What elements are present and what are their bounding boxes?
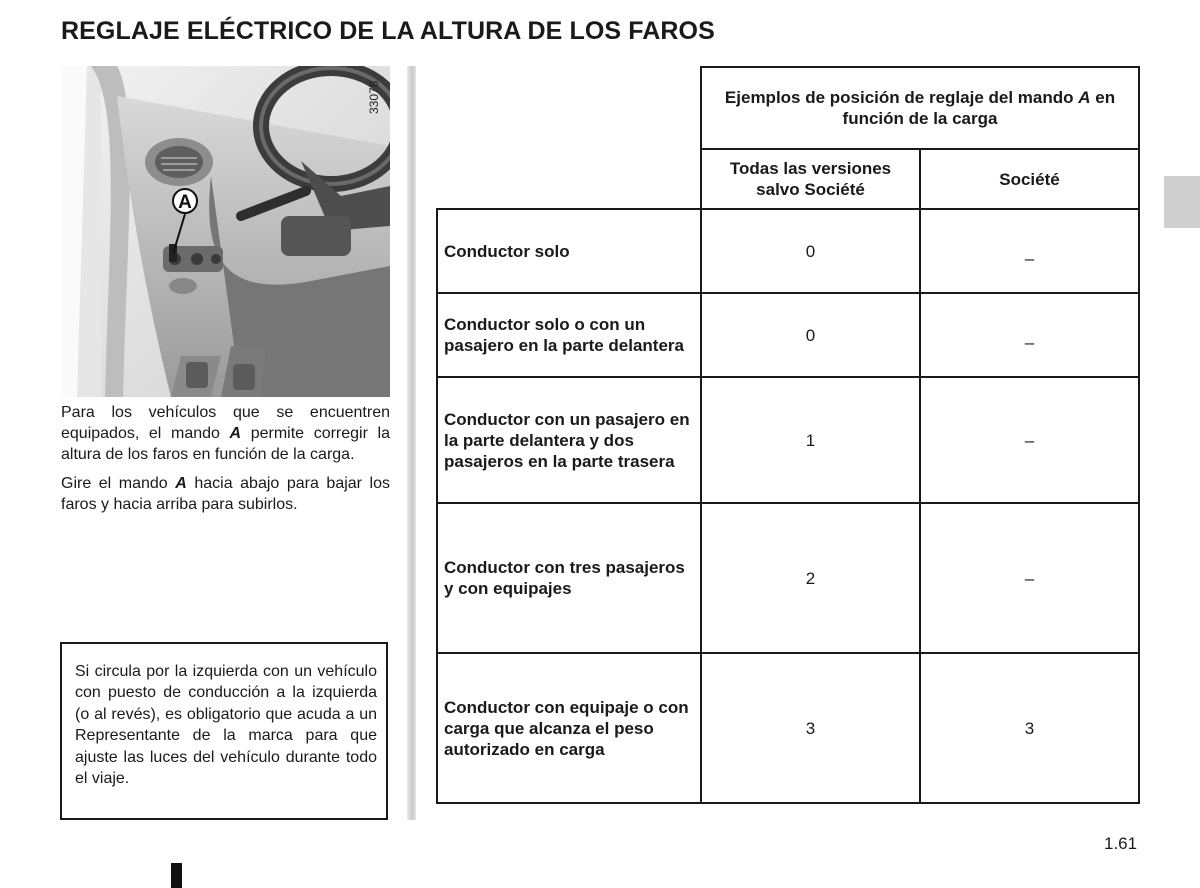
section-tab: [1164, 176, 1200, 228]
row-value-all-versions: 0: [701, 209, 920, 293]
page-title: REGLAJE ELÉCTRICO DE LA ALTURA DE LOS FAROS: [61, 17, 715, 45]
table-row: [437, 209, 1139, 293]
row-label: Conductor con un pasajero en la parte delantera y dos pasajeros en la parte trasera: [437, 377, 701, 503]
row-label: Conductor con tres pasajeros y con equipajes: [437, 503, 701, 653]
row-value-societe: –: [920, 503, 1139, 653]
figure-number: 33078: [367, 80, 381, 114]
row-label: Conductor con equipaje o con carga que alcanza el peso autorizado en carga: [437, 653, 701, 803]
row-value-societe: 3: [920, 653, 1139, 803]
note-text: Si circula por la izquierda con un vehículo con puesto de conducción a la izquierda (o al revés), es obligatorio que acuda a un Representante de la marca para que ajuste las luces del vehículo durante todo el viaje.: [75, 663, 377, 788]
page-edge-mark: [171, 863, 182, 888]
row-value-societe: –: [920, 209, 1139, 293]
intro-text: [61, 402, 390, 523]
row-value-all-versions: 2: [701, 503, 920, 653]
dashboard-photo: [61, 66, 390, 397]
row-value-all-versions: 0: [701, 293, 920, 377]
row-label: Conductor solo: [437, 209, 701, 293]
table-main-header: Ejemplos de posición de reglaje del mando A en función de la carga: [701, 67, 1139, 149]
left-hand-drive-note: [60, 642, 388, 820]
table-row: [437, 377, 1139, 503]
row-value-all-versions: 1: [701, 377, 920, 503]
row-label: Conductor solo o con un pasajero en la parte delantera: [437, 293, 701, 377]
column-header-all-versions: Todas las versiones salvo Société: [701, 149, 920, 209]
row-value-societe: –: [920, 293, 1139, 377]
intro-paragraph-2: Gire el mando A hacia abajo para bajar los faros y hacia arriba para subirlos.: [61, 475, 390, 513]
column-divider: [407, 66, 416, 820]
row-value-all-versions: 3: [701, 653, 920, 803]
load-adjustment-table: [436, 66, 1140, 804]
table-row: [437, 503, 1139, 653]
table-row: [437, 653, 1139, 803]
row-value-societe: –: [920, 377, 1139, 503]
page-number: 1.61: [1104, 834, 1138, 853]
column-header-societe: Société: [920, 149, 1139, 209]
table-row: [437, 293, 1139, 377]
callout-a-label: A: [178, 192, 192, 213]
intro-paragraph-1: Para los vehículos que se encuentren equipados, el mando A permite corregir la altura de los faros en función de la carga.: [61, 404, 391, 463]
